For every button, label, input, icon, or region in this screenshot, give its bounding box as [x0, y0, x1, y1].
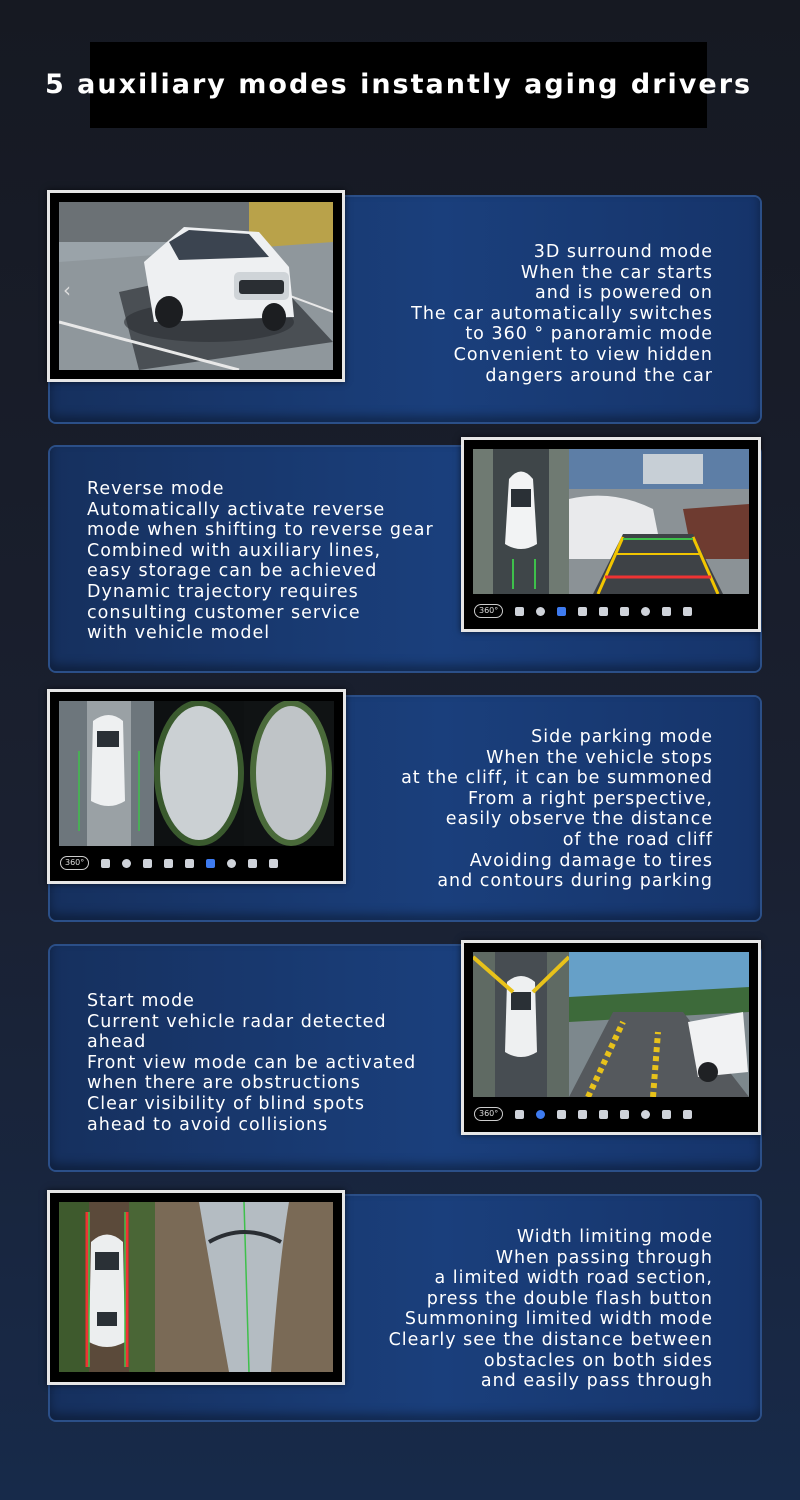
- mode-line: Side parking mode: [531, 727, 713, 747]
- mode-line: Front view mode can be activated: [87, 1052, 417, 1073]
- mode-line: Automatically activate reverse: [87, 499, 386, 520]
- screen-toolbar: [56, 853, 337, 873]
- mode-line: Current vehicle radar detected: [87, 1011, 387, 1032]
- view-icon[interactable]: [515, 607, 524, 616]
- person-icon[interactable]: [557, 607, 566, 616]
- screen-toolbar: [470, 601, 752, 621]
- person-icon[interactable]: [206, 859, 215, 868]
- car-front-icon[interactable]: [578, 607, 587, 616]
- mode-line: press the double flash button: [426, 1288, 713, 1309]
- car-front-icon[interactable]: [164, 859, 173, 868]
- rotate-icon[interactable]: [227, 859, 236, 868]
- camera-view-width: [59, 1202, 333, 1372]
- signal-icon[interactable]: [122, 859, 131, 868]
- mode-line: and easily pass through: [480, 1371, 713, 1392]
- lock-icon[interactable]: [269, 859, 278, 868]
- mode-line: Reverse mode: [87, 479, 225, 499]
- toolbar-360-button[interactable]: 360°: [474, 604, 503, 618]
- mode-text-side-parking: [401, 727, 713, 892]
- mode-line: Combined with auxiliary lines,: [87, 540, 382, 561]
- seat-icon[interactable]: [620, 607, 629, 616]
- car-3d-view-image: [59, 202, 333, 370]
- view-icon[interactable]: [101, 859, 110, 868]
- view-icon[interactable]: [515, 1110, 524, 1119]
- camera-view-side: [59, 701, 334, 846]
- mode-line: Width limiting mode: [516, 1227, 713, 1247]
- camera-view-start: [473, 952, 749, 1097]
- mode-line: obstacles on both sides: [483, 1350, 713, 1371]
- camera-view-reverse: [473, 449, 749, 594]
- mode-text-width-limiting: [389, 1227, 713, 1392]
- mode-line: Summoning limited width mode: [404, 1309, 713, 1330]
- screen-3d-surround: [47, 190, 345, 382]
- camera-icon[interactable]: [248, 859, 257, 868]
- lock-icon[interactable]: [683, 1110, 692, 1119]
- mode-line: Clearly see the distance between: [388, 1329, 713, 1350]
- mode-line: at the cliff, it can be summoned: [401, 768, 713, 789]
- screen-reverse: [461, 437, 761, 632]
- mode-line: to 360 ° panoramic mode: [465, 324, 713, 345]
- mode-text-start: [87, 991, 416, 1135]
- car-front-icon[interactable]: [578, 1110, 587, 1119]
- lock-icon[interactable]: [683, 607, 692, 616]
- toolbar-360-button[interactable]: 360°: [474, 1107, 503, 1121]
- mode-line: easy storage can be achieved: [87, 561, 378, 582]
- mode-line: and is powered on: [535, 283, 713, 304]
- mode-line: ahead to avoid collisions: [87, 1114, 329, 1135]
- mode-line: dangers around the car: [485, 365, 713, 386]
- mode-line: ahead: [87, 1032, 147, 1053]
- rotate-icon[interactable]: [641, 607, 650, 616]
- mode-line: Avoiding damage to tires: [469, 850, 713, 871]
- mode-line: a limited width road section,: [434, 1268, 713, 1289]
- mode-line: When passing through: [495, 1247, 713, 1268]
- seat-icon[interactable]: [143, 859, 152, 868]
- page-title: 5 auxiliary modes instantly aging drivers: [44, 68, 753, 100]
- mode-line: From a right perspective,: [468, 788, 713, 809]
- camera-icon[interactable]: [662, 1110, 671, 1119]
- mode-line: of the road cliff: [562, 829, 713, 850]
- mode-line: The car automatically switches: [411, 303, 713, 324]
- person-icon[interactable]: [620, 1110, 629, 1119]
- mode-line: with vehicle model: [87, 623, 271, 644]
- mode-line: easily observe the distance: [445, 809, 713, 830]
- mode-line: When the vehicle stops: [486, 747, 713, 768]
- svg-text:‹: ‹: [63, 278, 71, 302]
- rotate-icon[interactable]: [641, 1110, 650, 1119]
- mode-line: when there are obstructions: [87, 1073, 361, 1094]
- car-rear-icon[interactable]: [185, 859, 194, 868]
- screen-toolbar: [470, 1104, 752, 1124]
- mode-line: Start mode: [87, 991, 195, 1011]
- mode-line: Clear visibility of blind spots: [87, 1093, 365, 1114]
- signal-icon[interactable]: [536, 1110, 545, 1119]
- camera-icon[interactable]: [662, 607, 671, 616]
- screen-width-limiting: [47, 1190, 345, 1385]
- mode-line: Dynamic trajectory requires: [87, 581, 359, 602]
- width-limit-camera-image: [59, 1202, 333, 1372]
- car-rear-icon[interactable]: [599, 1110, 608, 1119]
- camera-view-3d: [59, 202, 333, 370]
- side-camera-image: [59, 701, 334, 846]
- mode-line: and contours during parking: [437, 871, 713, 892]
- mode-line: mode when shifting to reverse gear: [87, 520, 434, 541]
- front-camera-image: [473, 952, 749, 1097]
- signal-icon[interactable]: [536, 607, 545, 616]
- mode-text-3d-surround: [411, 242, 713, 386]
- title-banner: [44, 42, 753, 128]
- toolbar-360-button[interactable]: 360°: [60, 856, 89, 870]
- reverse-camera-image: [473, 449, 749, 594]
- mode-line: consulting customer service: [87, 602, 361, 623]
- mode-line: Convenient to view hidden: [453, 344, 713, 365]
- mode-text-reverse: [87, 479, 434, 644]
- screen-side-parking: [47, 689, 346, 884]
- mode-line: When the car starts: [520, 262, 713, 283]
- car-rear-icon[interactable]: [599, 607, 608, 616]
- seat-icon[interactable]: [557, 1110, 566, 1119]
- screen-start: [461, 940, 761, 1135]
- mode-line: 3D surround mode: [533, 242, 713, 262]
